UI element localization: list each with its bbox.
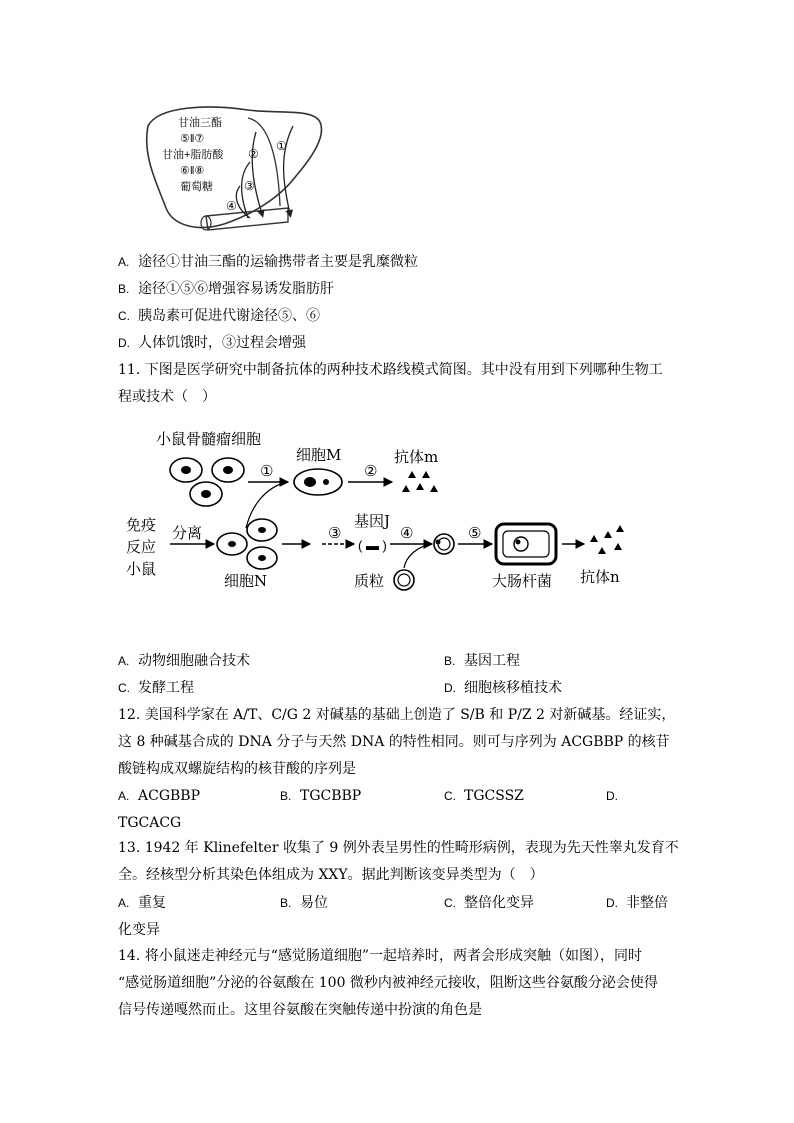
label-immune-1: 免疫: [126, 516, 157, 534]
q10-option-a: A. 途径①甘油三酯的运输携带者主要是乳糜微粒: [118, 254, 418, 270]
label-step4: ④: [400, 524, 414, 542]
label-myeloma: 小鼠骨髓瘤细胞: [156, 430, 262, 448]
label-plasmid: 质粒: [354, 572, 385, 590]
q12-option-b: B. TGCBBP: [280, 788, 362, 804]
label-antibody-n: 抗体n: [580, 568, 620, 586]
q11-option-a: A. 动物细胞融合技术: [118, 653, 250, 669]
liver-num-4: ④: [226, 199, 237, 213]
q12-line3: 酸链构成双螺旋结构的核苷酸的序列是: [118, 761, 356, 777]
liver-num-3: ③: [244, 179, 255, 193]
q12-option-a: A. ACGBBP: [118, 788, 201, 804]
liver-label-57: ⑤‖⑦: [180, 133, 205, 145]
q11-stem-line1: 11. 下图是医学研究中制备抗体的两种技术路线模式简图。其中没有用到下列哪种生物工: [118, 362, 663, 378]
svg-text:( ▬ ): ( ▬ ): [358, 538, 387, 553]
label-cellN: 细胞N: [224, 572, 268, 590]
q13-line1: 13. 1942 年 Klinefelter 收集了 9 例外表呈男性的性畸形病例，表现为先天性睾丸发育不: [118, 840, 679, 856]
q10-option-b: B. 途径①⑤⑥增强容易诱发脂肪肝: [118, 281, 334, 297]
q13-option-b: B. 易位: [280, 895, 328, 911]
liver-label-68: ⑥‖⑧: [180, 165, 205, 177]
q11-option-c: C. 发酵工程: [118, 680, 194, 696]
label-step1: ①: [260, 462, 274, 480]
q12-option-d-wrap: TGCACG: [118, 815, 182, 831]
q12-line1: 12. 美国科学家在 A/T、C/G 2 对碱基的基础上创造了 S/B 和 P/Z 2 对新碱基。经证实，: [118, 707, 676, 723]
q11-option-d: D. 细胞核移植技术: [444, 680, 562, 696]
label-separate: 分离: [172, 524, 203, 542]
q12-option-d: D.: [606, 789, 618, 803]
q14-line3: 信号传递嘎然而止。这里谷氨酸在突触传递中扮演的角色是: [118, 1002, 482, 1018]
q14-line2: “感觉肠道细胞”分泌的谷氨酸在 100 微秒内被神经元接收，阻断这些谷氨酸分泌会使得: [118, 975, 658, 991]
q14-line1: 14. 将小鼠迷走神经元与“感觉肠道细胞”一起培养时，两者会形成突触（如图），同时: [118, 948, 643, 964]
liver-figure: [128, 96, 328, 236]
label-geneJ: 基因J: [354, 512, 391, 530]
liver-num-1: ①: [276, 139, 287, 153]
liver-label-glycerol-fa: 甘油+脂肪酸: [162, 149, 224, 161]
q13-option-d-wrap: 化变异: [118, 922, 160, 938]
label-antibody-m: 抗体m: [394, 448, 439, 466]
antibody-figure: [120, 420, 640, 600]
q13-option-c: C. 整倍化变异: [444, 895, 534, 911]
label-step3: ③: [328, 524, 342, 542]
label-immune-2: 反应: [126, 538, 157, 556]
label-step2: ②: [364, 462, 378, 480]
q13-line2: 全。经核型分析其染色体组成为 XXY。据此判断该变异类型为（ ）: [118, 867, 544, 883]
label-cellM: 细胞M: [296, 446, 342, 464]
liver-label-glucose: 葡萄糖: [180, 181, 213, 193]
q11-option-b: B. 基因工程: [444, 653, 520, 669]
q13-option-d: D. 非整倍: [606, 895, 668, 911]
q12-line2: 这 8 种碱基合成的 DNA 分子与天然 DNA 的特性相同。则可与序列为 ACGBBP 的核苷: [118, 734, 670, 750]
liver-num-2: ②: [248, 147, 259, 161]
q10-option-c: C. 胰岛素可促进代谢途径⑤、⑥: [118, 308, 320, 324]
q12-option-c: C. TGCSSZ: [444, 788, 524, 804]
q10-option-d: D. 人体饥饿时，③过程会增强: [118, 335, 306, 351]
liver-label-triglyceride: 甘油三酯: [178, 117, 222, 129]
label-immune-3: 小鼠: [126, 560, 157, 578]
label-ecoli: 大肠杆菌: [492, 572, 553, 590]
q11-stem-line2: 程或技术（ ）: [118, 389, 216, 405]
label-step5: ⑤: [468, 524, 482, 542]
q13-option-a: A. 重复: [118, 895, 166, 911]
